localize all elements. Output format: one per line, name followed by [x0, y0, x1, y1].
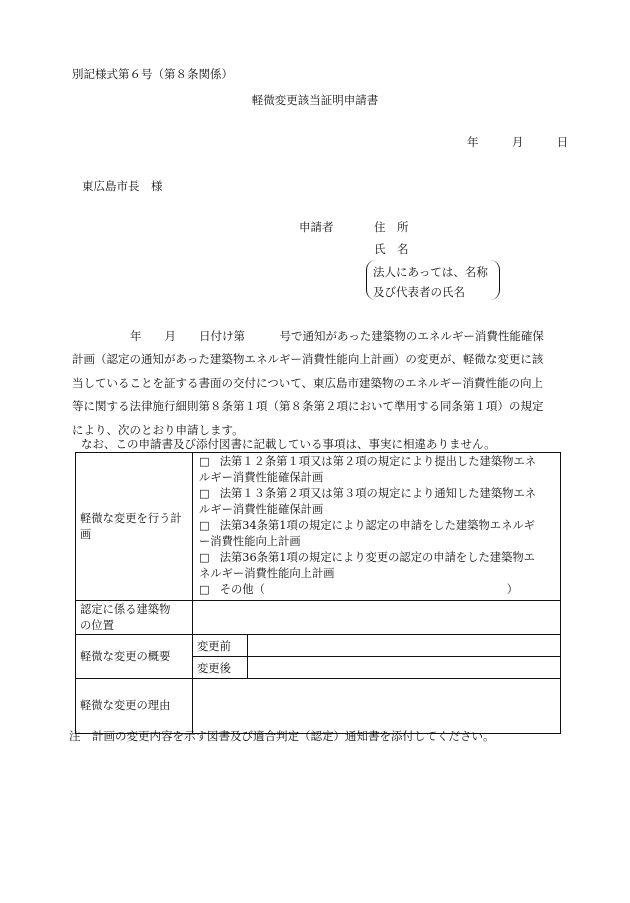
summary-label: 軽微な変更の概要: [76, 635, 193, 679]
checkbox-icon[interactable]: □: [199, 487, 210, 500]
body-line-4: 等に関する法律施行細則第８条第１項（第８条第２項において準用する同条第１項）の規定: [72, 399, 544, 414]
body-line-3: 当していることを証する書面の交付について、東広島市建築物のエネルギー消費性能の向上: [72, 375, 544, 390]
checkbox-icon[interactable]: □: [199, 455, 210, 468]
application-body: [72, 325, 568, 442]
recipient: 東広島市長 様: [82, 179, 163, 193]
before-label: 変更前: [193, 635, 248, 657]
plan-options: [193, 453, 561, 601]
plan-option-2[interactable]: □ 法第１３条第２項又は第３項の規定により通知した建築物エネ ルギー消費性能確保計画: [199, 487, 537, 516]
before-field[interactable]: [248, 635, 561, 657]
name-label: 氏 名: [374, 242, 409, 256]
checkbox-icon[interactable]: □: [199, 519, 210, 532]
footnote: 注 計画の変更内容を示す図書及び適合判定（認定）通知書を添付してください。: [69, 729, 495, 743]
address-label: 住 所: [374, 220, 409, 234]
body-line-2: 計画（認定の通知があった建築物エネルギー消費性能向上計画）の変更が、軽微な変更に該: [72, 352, 544, 367]
applicant-label: 申請者: [299, 220, 334, 234]
declaration: なお、この申請書及び添付図書に記載している事項は、事実に相違ありません。: [81, 437, 496, 451]
location-field[interactable]: [193, 601, 561, 635]
application-table: [75, 452, 561, 734]
corporate-note-bracket: [366, 260, 500, 300]
body-line-5: により、次のとおり申請します。: [72, 422, 244, 437]
plan-option-4[interactable]: □ 法第36条第1項の規定により変更の認定の申請をした建築物エ ネルギー消費性能向上計画: [199, 551, 535, 580]
plan-option-1[interactable]: □ 法第１２条第１項又は第２項の規定により提出した建築物エネ ルギー消費性能確保計画: [199, 455, 537, 484]
after-label: 変更後: [193, 657, 248, 679]
checkbox-icon[interactable]: □: [199, 551, 210, 564]
plan-option-other[interactable]: □ その他（ ）: [199, 583, 518, 596]
corporate-note-line2: 及び代表者の氏名: [373, 285, 465, 299]
plan-label: 軽微な変更を行う計画: [76, 453, 193, 601]
document-title: 軽微変更該当証明申請書: [251, 93, 379, 107]
location-label: 認定に係る建築物 の位置: [76, 601, 193, 635]
checkbox-icon[interactable]: □: [199, 583, 210, 596]
reason-field[interactable]: [193, 679, 561, 734]
date-line: [467, 134, 568, 150]
reason-label: 軽微な変更の理由: [76, 679, 193, 734]
body-line-1: 年 月 日付け第 号で通知があった建築物のエネルギー消費性能確保: [130, 329, 544, 343]
corporate-note-line1: 法人にあっては、名称: [373, 265, 488, 279]
plan-option-3[interactable]: □ 法第34条第1項の規定により認定の申請をした建築物エネルギ ー消費性能向上計画: [199, 519, 535, 548]
date-month: 月: [511, 135, 524, 149]
date-day: 日: [556, 135, 569, 149]
date-year: 年: [467, 135, 479, 149]
after-field[interactable]: [248, 657, 561, 679]
form-number: 別記様式第６号（第８条関係）: [72, 67, 233, 81]
